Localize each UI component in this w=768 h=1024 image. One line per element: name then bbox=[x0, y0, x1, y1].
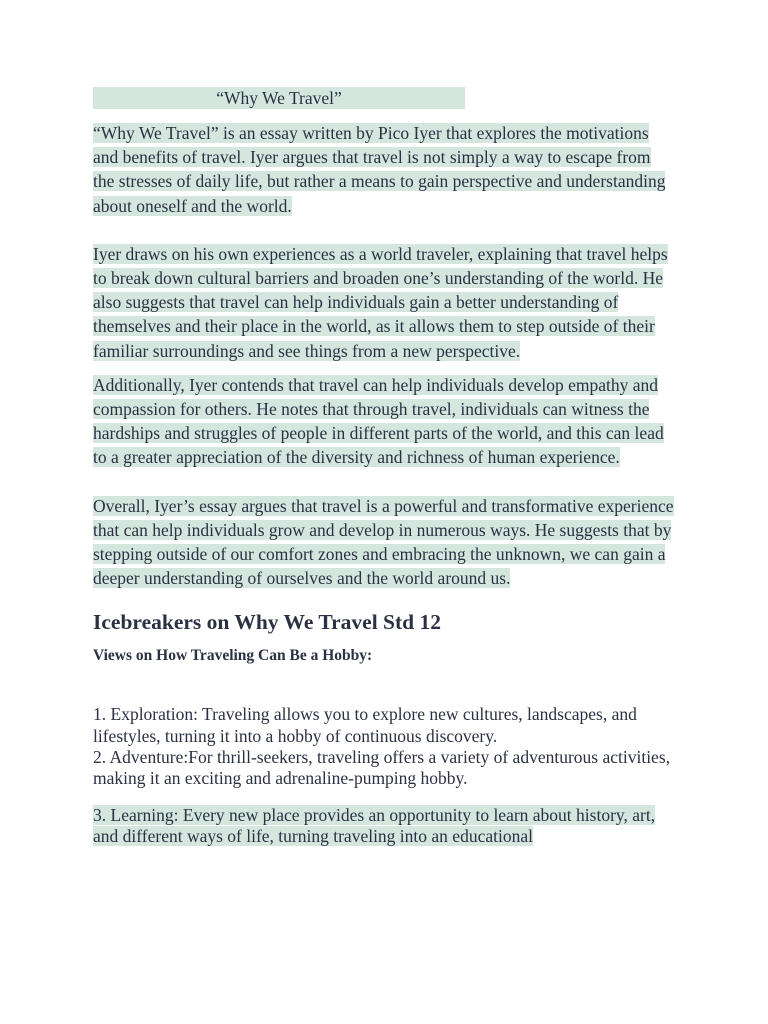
document-title: “Why We Travel” bbox=[93, 87, 465, 109]
paragraph-empathy-text: Additionally, Iyer contends that travel can help individuals develop empathy and compassion for others. He notes that through travel, individuals can witness the hardships and struggles of people in different parts of the world, and this can lead to a greater appreciation of the diversity and richness of human experience. bbox=[93, 374, 664, 468]
paragraph-intro bbox=[93, 121, 676, 218]
paragraph-empathy bbox=[93, 373, 676, 470]
document-page bbox=[93, 87, 676, 848]
hobby-list bbox=[93, 704, 676, 789]
section-subheading: Views on How Traveling Can Be a Hobby: bbox=[93, 647, 373, 665]
list-item-highlighted bbox=[93, 805, 676, 847]
paragraph-conclusion-text: Overall, Iyer’s essay argues that travel is a powerful and transformative experience that can help individuals grow and develop in numerous ways. He suggests that by stepping outside of our comfort zones and embracing the unknown, we can gain a deeper understanding of ourselves and the world around us. bbox=[93, 495, 674, 589]
section-heading: Icebreakers on Why We Travel Std 12 bbox=[93, 610, 441, 635]
list-item: 1. Exploration: Traveling allows you to explore new cultures, landscapes, and lifestyles, turning it into a hobby of continuous discovery. bbox=[93, 704, 637, 746]
list-item-highlighted-text: 3. Learning: Every new place provides an opportunity to learn about history, art, and different ways of life, turning traveling into an educational bbox=[93, 805, 656, 847]
paragraph-conclusion bbox=[93, 494, 676, 591]
paragraph-intro-text: “Why We Travel” is an essay written by Pico Iyer that explores the motivations and benefits of travel. Iyer argues that travel is not simply a way to escape from the stresses of daily life, but rather a means to gain perspective and understanding about oneself and the world. bbox=[93, 123, 666, 216]
paragraph-experiences bbox=[93, 242, 676, 363]
paragraph-experiences-text: Iyer draws on his own experiences as a world traveler, explaining that travel helps to break down cultural barriers and broaden one’s understanding of the world. He also suggests that travel can help individuals gain a better understanding of themselves and their place in the world, as it allows them to step outside of their familiar surroundings and see things from a new perspective. bbox=[93, 243, 668, 361]
list-item: 2. Adventure:For thrill-seekers, traveling offers a variety of adventurous activities, making it an exciting and adrenaline-pumping hobby. bbox=[93, 746, 671, 789]
